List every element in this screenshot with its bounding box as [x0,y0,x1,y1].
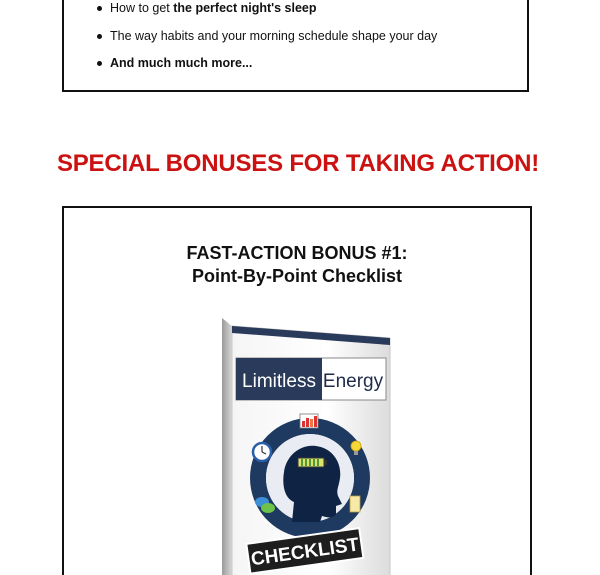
brand-word2: Energy [322,371,384,392]
list-item-bold-text: the perfect night's sleep [173,1,317,15]
document-icon [350,496,360,512]
bullet-icon [97,34,102,39]
bonus-title [64,242,530,288]
clock-icon [253,443,271,461]
list-item [94,56,437,70]
cover-spine [222,318,232,575]
brand-word1: Limitless [242,371,316,392]
feature-list-box [62,0,529,92]
bullet-icon [97,6,102,11]
bonus-title-line1: FAST-ACTION BONUS #1: [186,243,408,263]
bonus-box [62,206,532,575]
list-item-bold-text: And much much more... [110,56,253,70]
bonus-title-line2: Point-By-Point Checklist [191,266,402,286]
brand-banner [236,358,386,400]
bonuses-heading: SPECIAL BONUSES FOR TAKING ACTION! [56,150,540,177]
list-item [94,1,437,15]
list-item-text: The way habits and your morning schedule shape your day [110,28,438,43]
list-item [94,29,437,43]
checklist-product-cover-image [214,314,394,575]
bullet-icon [97,61,102,66]
chart-icon [300,414,318,428]
feature-list [94,1,437,84]
badge-label: CHECKLIST [249,534,361,571]
list-item-text: How to get [110,1,174,15]
